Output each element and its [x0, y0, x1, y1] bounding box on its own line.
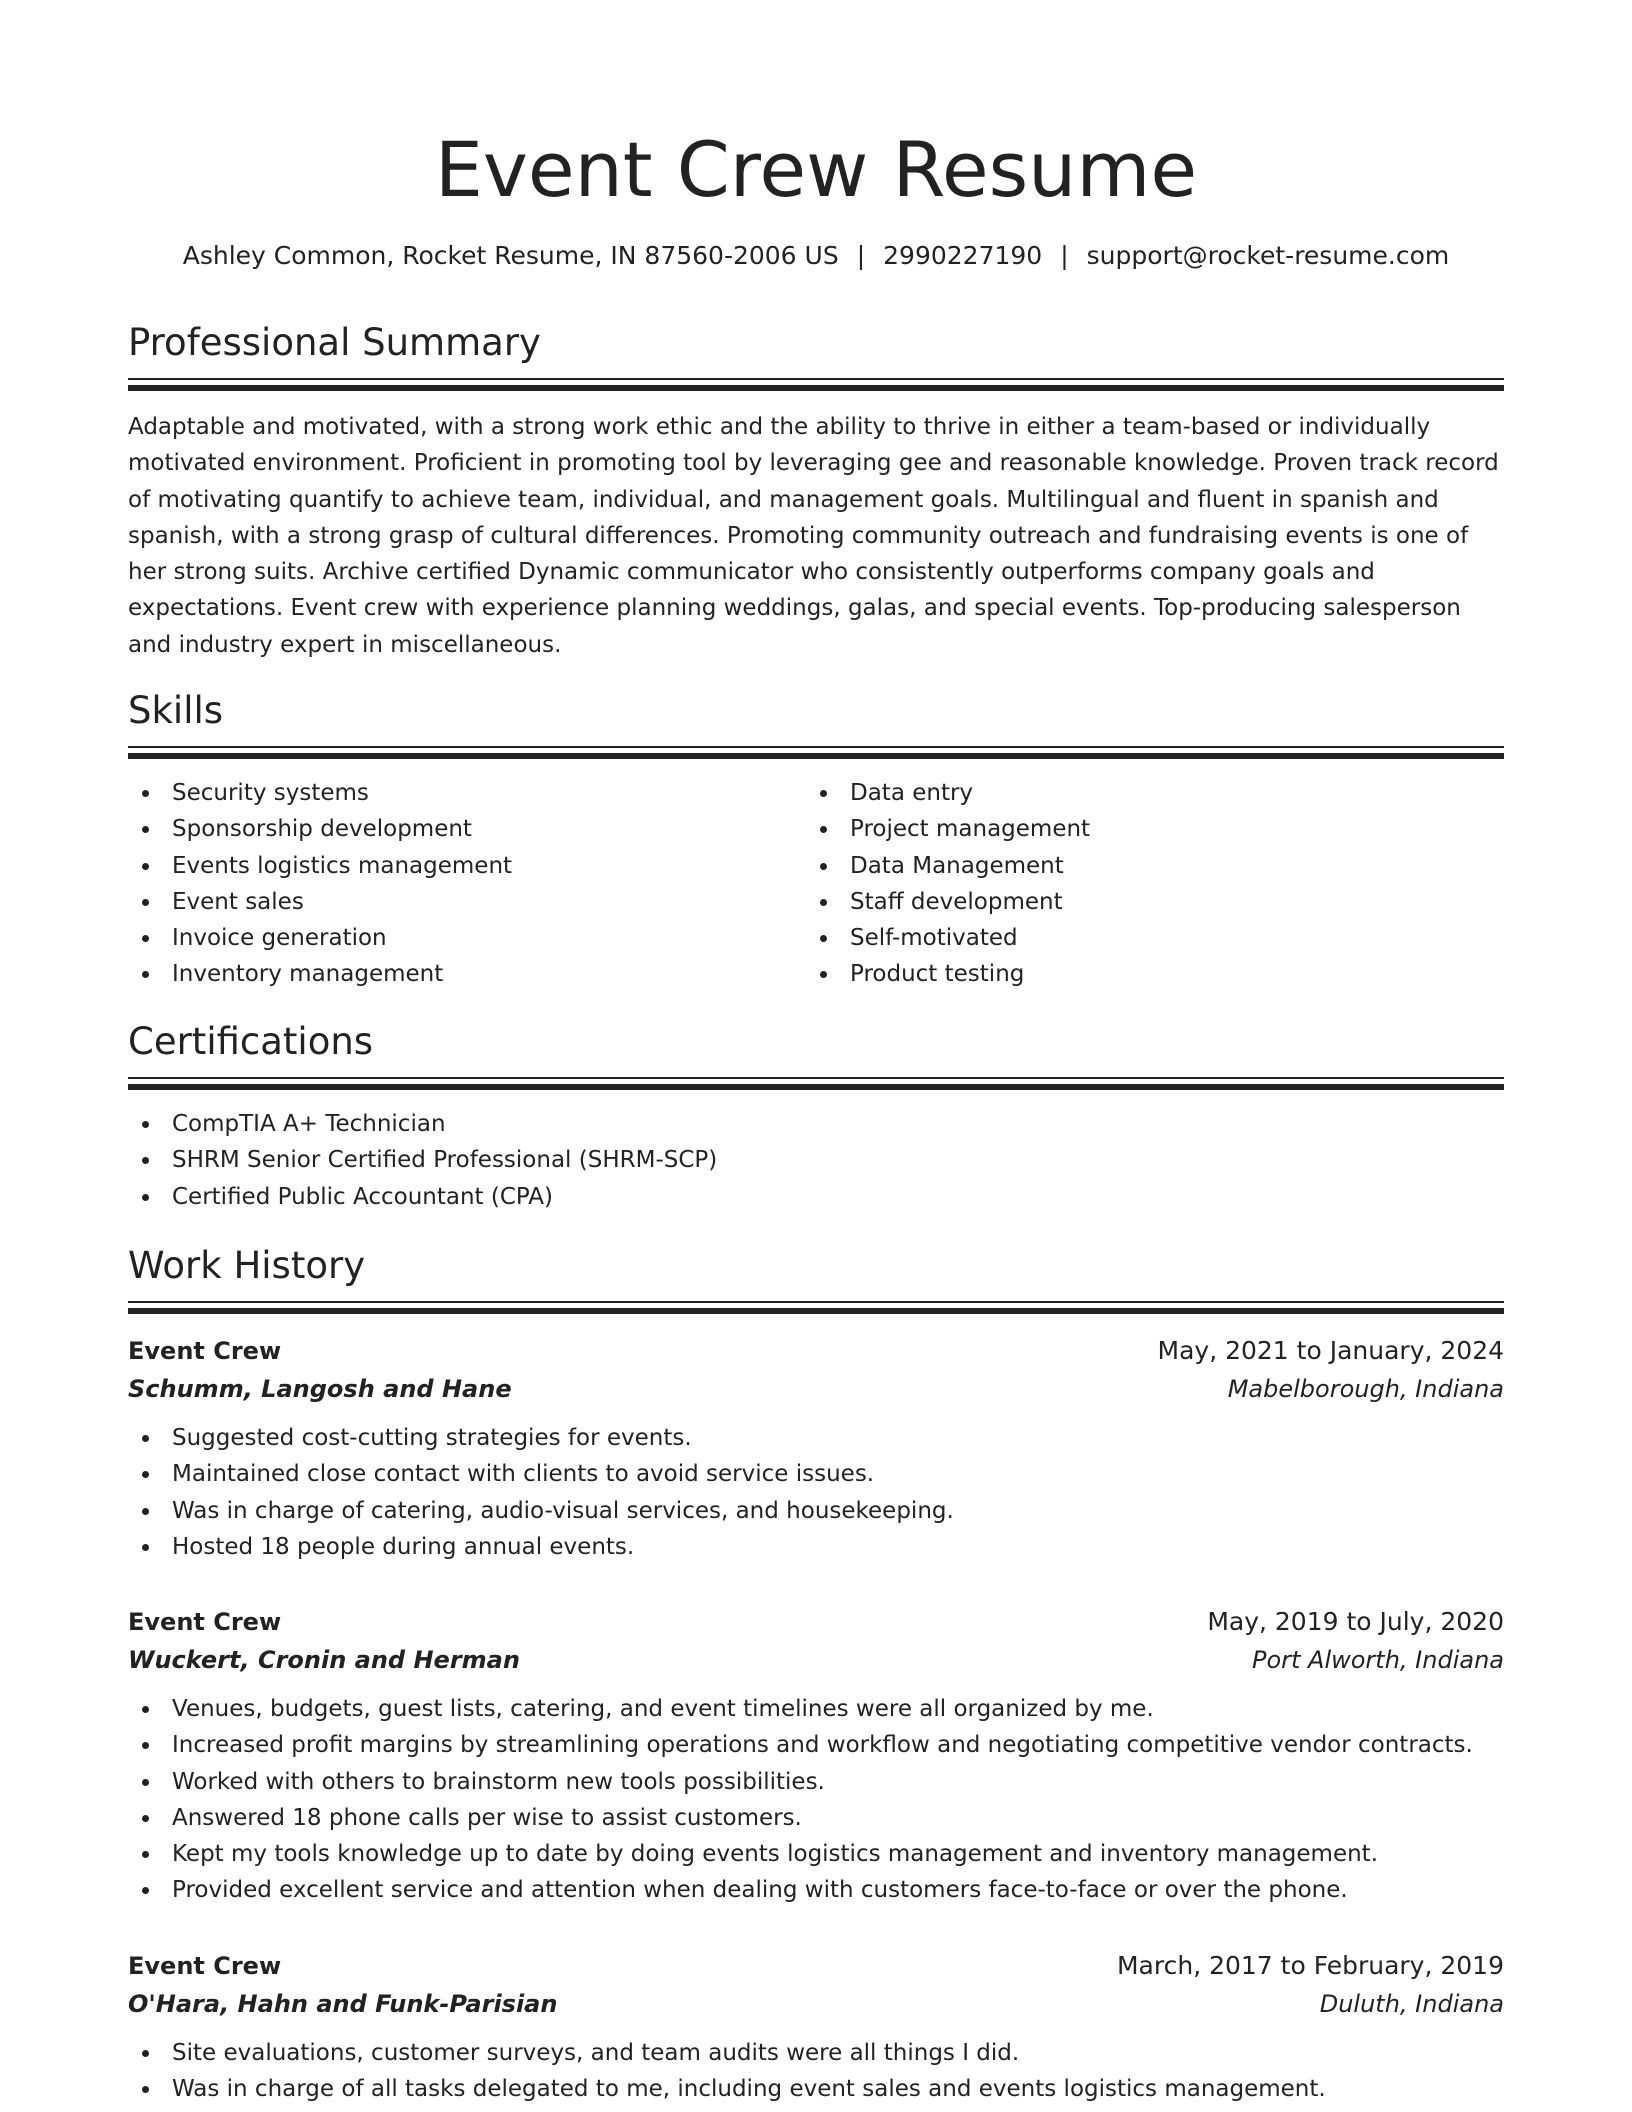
summary-section — [128, 318, 1504, 663]
job-bullet: Was in charge of catering, audio-visual services, and housekeeping. — [128, 1493, 1504, 1529]
certifications-section — [128, 1017, 1504, 1215]
job-bullet: Answered 18 phone calls per wise to assist customers. — [128, 1800, 1504, 1836]
job-company: O'Hara, Hahn and Funk-Parisian — [128, 1990, 558, 2018]
heading-rule — [128, 385, 1504, 391]
job-entry — [128, 1332, 1504, 1565]
contact-address: Ashley Common, Rocket Resume, IN 87560-2006 US — [182, 241, 839, 270]
skill-item: Invoice generation — [128, 920, 806, 956]
job-title: Event Crew — [128, 1337, 282, 1365]
summary-text: Adaptable and motivated, with a strong work ethic and the ability to thrive in either a team-based or individually motivated environment. Proficient in promoting tool by leveraging gee and reasonable knowledge. Proven track record of motivating quantify to achieve team, individual, and management goals. Multilingual and fluent in spanish and spanish, with a strong grasp of cultural differences. Promoting community outreach and fundraising events is one of her strong suits. Archive certified Dynamic communicator who consistently outperforms company goals and expectations. Event crew with experience planning weddings, galas, and special events. Top-producing salesperson and industry expert in miscellaneous. — [128, 414, 1499, 658]
skills-list-right — [806, 775, 1484, 993]
job-bullets — [128, 2035, 1504, 2108]
contact-separator: | — [1060, 241, 1069, 270]
skill-item: Data Management — [806, 848, 1484, 884]
job-header-row — [128, 1603, 1504, 1641]
skill-item: Security systems — [128, 775, 806, 811]
work-history-section — [128, 1241, 1504, 1314]
job-title: Event Crew — [128, 1608, 282, 1636]
skill-item: Event sales — [128, 884, 806, 920]
certification-item: CompTIA A+ Technician — [128, 1106, 1504, 1142]
job-header-row — [128, 1947, 1504, 1985]
heading-rule — [128, 746, 1504, 748]
job-dates: May, 2019 to July, 2020 — [1207, 1607, 1504, 1636]
skill-item: Staff development — [806, 884, 1484, 920]
heading-rule — [128, 753, 1504, 759]
job-bullet: Provided excellent service and attention when dealing with customers face-to-face or over the phone. — [128, 1872, 1504, 1908]
job-location: Duluth, Indiana — [1319, 1990, 1504, 2018]
job-bullet: Hosted 18 people during annual events. — [128, 1529, 1504, 1565]
skill-item: Inventory management — [128, 956, 806, 992]
job-bullet: Site evaluations, customer surveys, and team audits were all things I did. — [128, 2035, 1504, 2071]
job-company-row — [128, 1370, 1504, 1408]
heading-rule — [128, 1077, 1504, 1079]
job-bullets — [128, 1691, 1504, 1909]
job-dates: May, 2021 to January, 2024 — [1157, 1336, 1504, 1365]
contact-phone: 2990227190 — [883, 241, 1043, 270]
certification-item: SHRM Senior Certified Professional (SHRM-SCP) — [128, 1142, 1504, 1178]
job-title: Event Crew — [128, 1952, 282, 1980]
skills-columns — [128, 775, 1504, 993]
job-bullet: Worked with others to brainstorm new tools possibilities. — [128, 1764, 1504, 1800]
job-dates: March, 2017 to February, 2019 — [1116, 1951, 1504, 1980]
job-entry — [128, 1947, 1504, 2108]
job-location: Port Alworth, Indiana — [1251, 1646, 1504, 1674]
skill-item: Product testing — [806, 956, 1484, 992]
job-entry — [128, 1603, 1504, 1909]
job-bullet: Increased profit margins by streamlining operations and workflow and negotiating competitive vendor contracts. — [128, 1727, 1504, 1763]
contact-email[interactable]: support@rocket-resume.com — [1086, 241, 1450, 270]
certifications-list — [128, 1106, 1504, 1215]
job-company-row — [128, 1641, 1504, 1679]
skill-item: Project management — [806, 811, 1484, 847]
contact-line — [128, 236, 1504, 276]
job-bullet: Maintained close contact with clients to avoid service issues. — [128, 1456, 1504, 1492]
skill-item: Events logistics management — [128, 848, 806, 884]
section-heading: Work History — [128, 1244, 366, 1287]
section-heading: Skills — [128, 689, 224, 732]
heading-rule — [128, 378, 1504, 380]
heading-rule — [128, 1301, 1504, 1303]
skill-item: Data entry — [806, 775, 1484, 811]
job-location: Mabelborough, Indiana — [1227, 1375, 1504, 1403]
job-company: Wuckert, Cronin and Herman — [128, 1646, 520, 1674]
contact-separator: | — [856, 241, 866, 270]
job-company-row — [128, 1985, 1504, 2023]
skills-list-left — [128, 775, 806, 993]
job-header-row — [128, 1332, 1504, 1370]
skill-item: Self-motivated — [806, 920, 1484, 956]
section-heading: Certifications — [128, 1020, 374, 1063]
job-bullet: Was in charge of all tasks delegated to me, including event sales and events logistics management. — [128, 2071, 1504, 2107]
job-bullet: Venues, budgets, guest lists, catering, and event timelines were all organized by me. — [128, 1691, 1504, 1727]
resume-title: Event Crew Resume — [434, 125, 1198, 214]
job-bullets — [128, 1420, 1504, 1565]
certification-item: Certified Public Accountant (CPA) — [128, 1179, 1504, 1215]
job-bullet: Kept my tools knowledge up to date by doing events logistics management and inventory management. — [128, 1836, 1504, 1872]
skills-section — [128, 686, 1504, 993]
skill-item: Sponsorship development — [128, 811, 806, 847]
job-bullet: Suggested cost-cutting strategies for events. — [128, 1420, 1504, 1456]
heading-rule — [128, 1308, 1504, 1314]
heading-rule — [128, 1084, 1504, 1090]
section-heading: Professional Summary — [128, 321, 541, 364]
job-company: Schumm, Langosh and Hane — [128, 1375, 512, 1403]
